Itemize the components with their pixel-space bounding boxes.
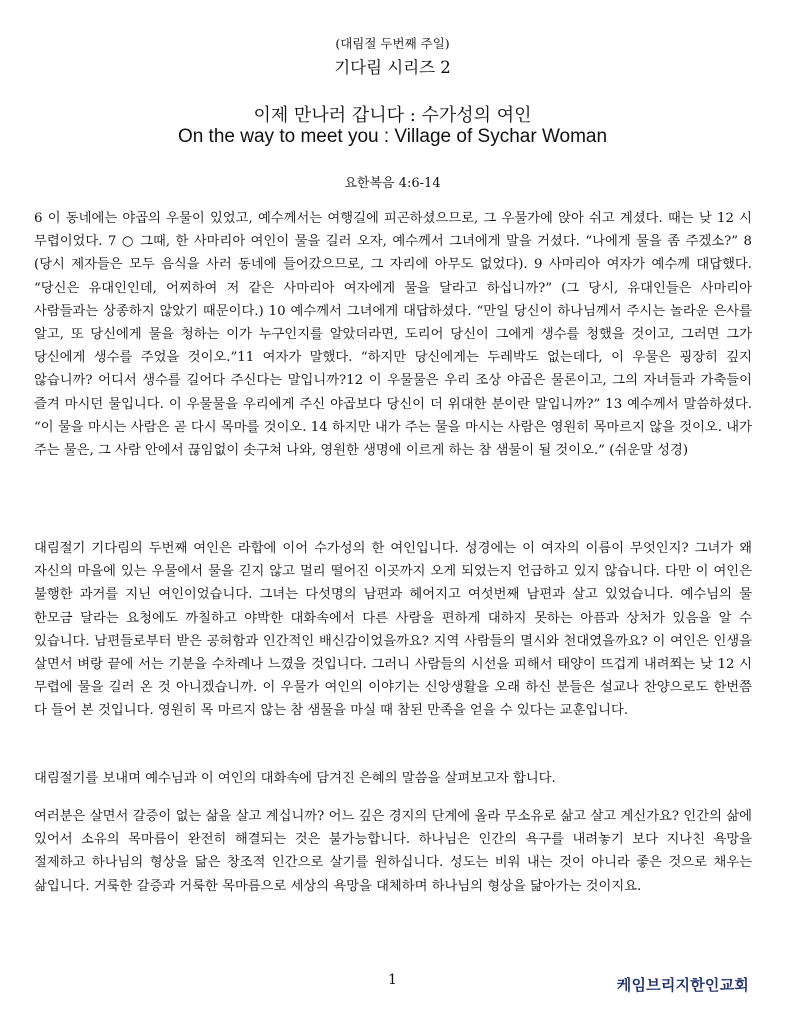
body-paragraph: 여러분은 살면서 갈증이 없는 삶을 살고 계십니까? 어느 깊은 경지의 단계에 올라 무소유로 삶고 살고 계신가요? 인간의 삶에 있어서 소유의 목마름이 완전히 해결되는 것은 불가능합니다. 하나님은 인간의 욕구를 내려놓기 보다 지나친 욕망을 절제하고 하나님의 형상을 닮은 창조적 인간으로 살기를 원하십니다. 성도는 비워 내는 것이 아니라 좋은 것으로 채우는 삶입니다. 거룩한 갈증과 거룩한 목마름으로 세상의 욕망을 대체하며 하나님의 형상을 닮아가는 것이지요. [34, 809, 752, 894]
page-number: 1 [388, 972, 397, 988]
sunday-subtitle: (대림절 두번째 주일) [335, 36, 450, 51]
scripture-passage: 6 이 동네에는 야곱의 우물이 있었고, 예수께서는 여행길에 피곤하셨으므로, 그 우물가에 앉아 쉬고 계셨다. 때는 낮 12 시 무렵이었다. 7 ○ 그때, 한 사마리아 여인이 물을 길러 오자, 예수께서 그녀에게 말을 거셨다. “나에게 물을 좀 주겠소?” 8 (당시 제자들은 모두 음식을 사러 동네에 들어갔으므로, 그 자리에 아무도 없었다). 9 사마리아 여자가 예수께 대답했다. “당신은 유대인인데, 어찌하여 저 같은 사마리아 여자에게 물을 달라고 하십니까?” (그 당시, 유대인들은 사마리아 사람들과는 상종하지 않았기 때문이다.) 10 예수께서 그녀에게 대답하셨다. “만일 당신이 하나님께서 주시는 놀라운 은사를 알고, 또 당신에게 물을 청하는 이가 누구인지를 알았더라면, 도리어 당신이 그에게 생수를 청했을 것이고, 그러면 그가 당신에게 생수를 주었을 것이오.”11 여자가 말했다. “하지만 당신에게는 두레박도 없는데다, 이 우물은 굉장히 깊지 않습니까? 어디서 생수를 길어다 주신다는 말입니까?12 이 우물물은 우리 조상 야곱은 물론이고, 그의 자녀들과 가축들이 즐겨 마시던 물입니다. 이 우물물을 우리에게 주신 야곱보다 당신이 더 위대한 분이란 말입니까?” 13 예수께서 말씀하셨다. “이 물을 마시는 사람은 곧 다시 목마를 것이오. 14 하지만 내가 주는 물을 마시는 사람은 영원히 목마르지 않을 것이오. 내가 주는 물은, 그 사람 안에서 끊임없이 솟구쳐 나와, 영원한 생명에 이르게 하는 참 샘물이 될 것이오.” (쉬운말 성경) [34, 211, 752, 459]
scripture-reference: 요한복음 4:6-14 [344, 176, 441, 191]
series-title: 기다림 시리즈 2 [334, 58, 451, 77]
church-name-logo: 케임브리지한인교회 [616, 976, 749, 994]
body-paragraph: 대림절기를 보내며 예수님과 이 여인의 대화속에 담겨진 은혜의 말씀을 살펴보고자 합니다. [34, 771, 556, 786]
sermon-title-english: On the way to meet you : Village of Sychar Woman [177, 126, 608, 147]
sermon-title-korean: 이제 만나러 갑니다 : 수가성의 여인 [253, 105, 532, 126]
body-paragraph: 대림절기 기다림의 두번째 여인은 라합에 이어 수가성의 한 여인입니다. 성경에는 이 여자의 이름이 무엇인지? 그녀가 왜 자신의 마을에 있는 우물에서 물을 긷지 않고 멀리 떨어진 이곳까지 오게 되었는지 언급하고 있지 않습니다. 다만 이 여인은 불행한 과거를 지닌 여인이었습니다. 그녀는 다섯명의 남편과 헤어지고 여섯번째 남편과 살고 있었습니다. 예수님의 물 한모금 달라는 요청에도 까칠하고 야박한 대화속에서 다른 사람을 편하게 대하지 못하는 아픔과 상처가 있음을 알 수 있습니다. 남편들로부터 받은 공허함과 인간적인 배신감이었을까요? 지역 사람들의 멸시와 천대였을까요? 이 여인은 인생을 살면서 벼랑 끝에 서는 기분을 수차례나 느꼈을 것입니다. 그러니 사람들의 시선을 피해서 태양이 뜨겁게 내려쬐는 낮 12 시 무렵에 물을 길러 온 것 아니겠습니까. 이 우물가 여인의 이야기는 신앙생활을 오래 하신 분들은 설교나 찬양으로도 한번쯤 다 들어 본 것입니다. 영원히 목 마르지 않는 참 샘물을 마실 때 참된 만족을 얻을 수 있다는 교훈입니다. [34, 541, 752, 719]
